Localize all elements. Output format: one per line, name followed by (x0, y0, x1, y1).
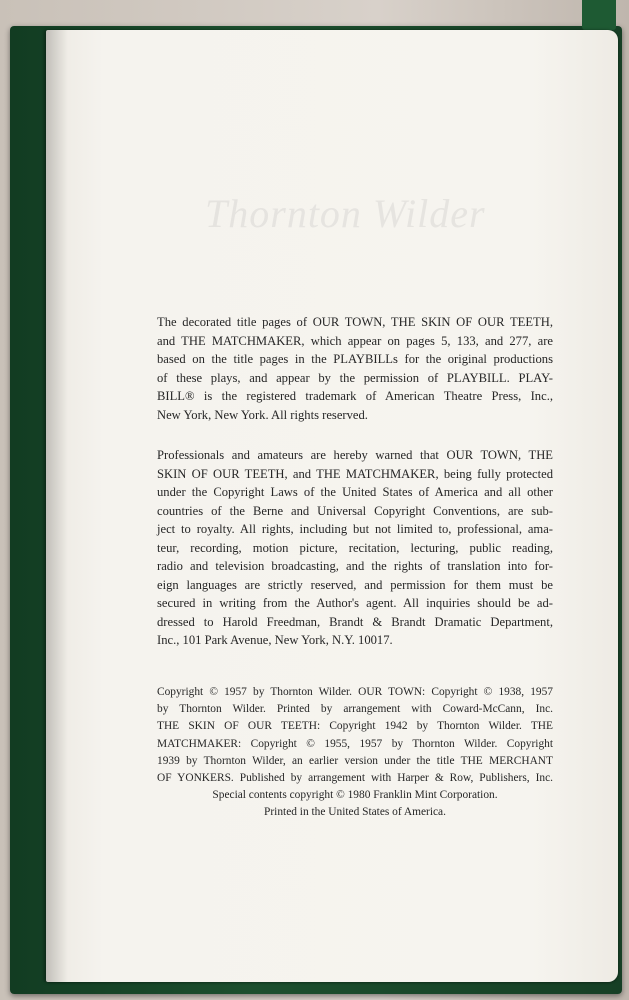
text-line: secured in writing from the Author's agent. All inquiries should be ad- (157, 596, 553, 610)
printed-in-line: Printed in the United States of America. (264, 806, 446, 819)
playbill-notice-paragraph (157, 313, 553, 424)
show-through-title: Thornton Wilder (205, 191, 486, 236)
text-line: Inc., 101 Park Avenue, New York, N.Y. 10017. (157, 633, 393, 647)
copyright-line: MATCHMAKER: Copyright © 1955, 1957 by Thornton Wilder. Copyright (157, 737, 553, 750)
special-contents-line: Special contents copyright © 1980 Franklin Mint Corporation. (212, 789, 498, 802)
text-line: SKIN OF OUR TEETH, and THE MATCHMAKER, being fully protected (157, 466, 553, 481)
copyright-line: 1939 by Thornton Wilder, an earlier version under the title THE MERCHANT (157, 754, 553, 767)
page-gutter-shadow (46, 30, 68, 982)
bookmark-ribbon (582, 0, 616, 30)
text-line: dressed to Harold Freedman, Brandt & Brandt Dramatic Department, (157, 614, 553, 629)
text-line: under the Copyright Laws of the United States of America and all other (157, 485, 553, 499)
text-line: based on the title pages in the PLAYBILLs for the original productions (157, 352, 553, 366)
text-line: teur, recording, motion picture, recitation, lecturing, public reading, (157, 540, 553, 555)
text-line: The decorated title pages of OUR TOWN, THE SKIN OF OUR TEETH, (157, 315, 553, 329)
text-line: BILL® is the registered trademark of American Theatre Press, Inc., (157, 389, 553, 403)
copyright-line: THE SKIN OF OUR TEETH: Copyright 1942 by Thornton Wilder. THE (157, 720, 553, 733)
text-line: ject to royalty. All rights, including but not limited to, professional, ama- (157, 522, 553, 536)
copyright-line: OF YONKERS. Published by arrangement with Harper & Row, Publishers, Inc. (157, 772, 553, 785)
text-line: of these plays, and appear by the permission of PLAYBILL. PLAY- (157, 370, 553, 385)
text-line: Professionals and amateurs are hereby warned that OUR TOWN, THE (157, 448, 553, 462)
text-line: and THE MATCHMAKER, which appear on pages 5, 133, and 277, are (157, 333, 553, 348)
rights-warning-paragraph (157, 446, 553, 650)
text-line: New York, New York. All rights reserved. (157, 407, 368, 422)
copyright-notice (157, 684, 553, 822)
text-line: countries of the Berne and Universal Copyright Conventions, are sub- (157, 503, 553, 518)
copyright-line: by Thornton Wilder. Printed by arrangement with Coward-McCann, Inc. (157, 703, 553, 716)
text-line: radio and television broadcasting, and the rights of translation into for- (157, 559, 553, 573)
text-line: eign languages are strictly reserved, and permission for them must be (157, 577, 553, 592)
copyright-line: Copyright © 1957 by Thornton Wilder. OUR TOWN: Copyright © 1938, 1957 (157, 686, 553, 698)
